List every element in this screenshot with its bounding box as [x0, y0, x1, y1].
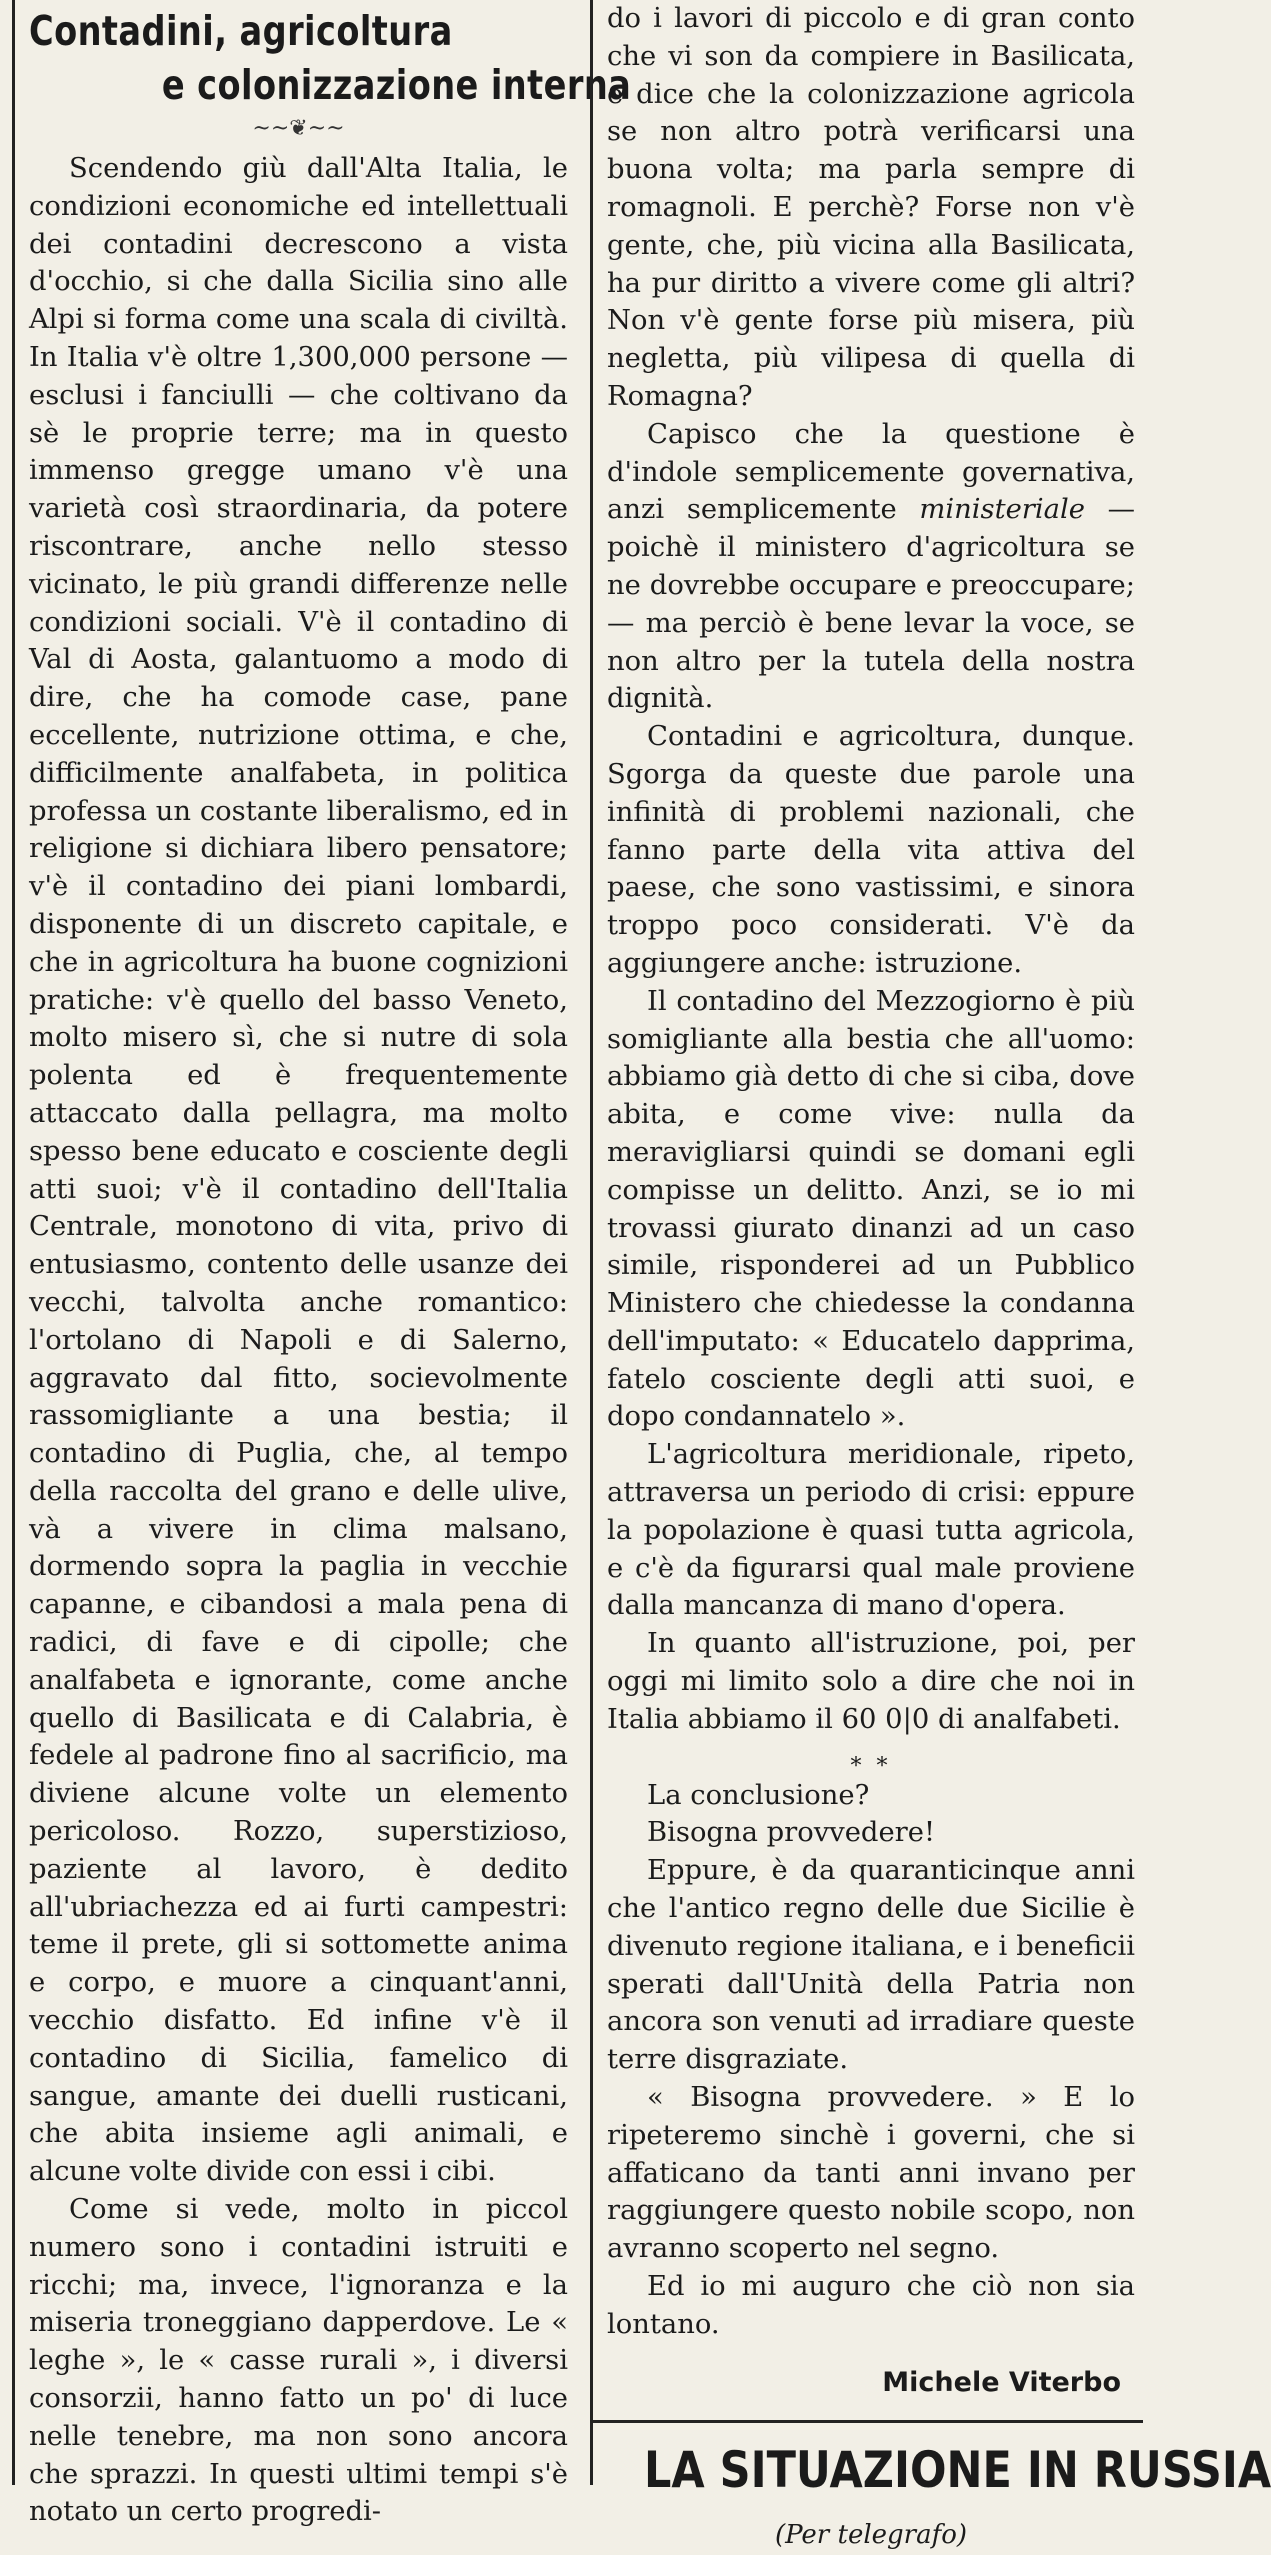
- emphasis-ministeriale: ministeriale: [919, 494, 1085, 526]
- text-after: — poichè il ministero d'agricoltura se ne dovrebbe occupare e preoccupare; — ma perciò è bene levar la voce, se non altro per la tutela della nostra dignità.: [607, 494, 1135, 715]
- right-column: [590, 0, 1271, 2550]
- section-stars: * *: [850, 1753, 892, 1779]
- paragraph-auguro: Ed io mi auguro che ciò non sia lontano.: [607, 2271, 1135, 2340]
- author-signature: Michele Viterbo: [882, 2366, 1121, 2398]
- headline-ornament: ~~❦~~: [252, 116, 345, 141]
- next-article-subtitle: (Per telegrafo): [774, 2519, 968, 2550]
- paragraph-2: Come si vede, molto in piccol numero sono i contadini istruiti e ricchi; ma, invece, l'ignoranza e la miseria troneggiano dapperdove. Le « leghe », le « casse rurali », i diversi consorzii, hanno fatto un po' di luce nelle tenebre, ma non sono ancora che sprazzi. In questi ultimi tempi s'è notato un certo progredi-: [29, 2194, 568, 2528]
- next-article-headline: LA SITUAZIONE IN RUSSIA: [643, 2440, 1271, 2499]
- paragraph-mezzogiorno: Il contadino del Mezzogiorno è più somigliante alla bestia che all'uomo: abbiamo già detto di che si ciba, dove abita, e come vive: nulla da meravigliarsi quindi se domani egli compisse un delitto. Anzi, se io mi trovassi giurato dinanzi ad un caso simile, risponderei ad un Pubblico Ministero che chiedesse la condanna dell'imputato: « Educatelo dapprima, fatelo cosciente degli atti suoi, e dopo condannatelo ».: [607, 985, 1135, 1433]
- paragraph-ministeriale: [607, 416, 1135, 718]
- paragraph-ripeteremo: « Bisogna provvedere. » E lo ripeteremo sinchè i governi, che si affaticano da tanti anni invano per raggiungere questo nobile scopo, non avranno scoperto nel segno.: [607, 2082, 1135, 2265]
- article-divider: [593, 2420, 1143, 2423]
- paragraph-contadini-agricoltura: Contadini e agricoltura, dunque. Sgorga da queste due parole una infinità di problemi nazionali, che fanno parte della vita attiva del paese, che sono vastissimi, e sinora troppo poco considerati. V'è da aggiungere anche: istruzione.: [607, 721, 1135, 979]
- article-headline: [29, 4, 632, 112]
- headline-line-2: e colonizzazione interna: [161, 61, 632, 109]
- paragraph-istruzione: In quanto all'istruzione, poi, per oggi mi limito solo a dire che noi in Italia abbiamo il 60 0|0 di analfabeti.: [607, 1628, 1135, 1735]
- paragraph-conclusione: La conclusione?: [647, 1779, 870, 1811]
- left-column: [12, 0, 632, 2528]
- headline-line-1: Contadini, agricoltura: [29, 7, 453, 55]
- paragraph-continued: do i lavori di piccolo e di gran conto che vi son da compiere in Basilicata, e dice che la colonizzazione agricola se non altro potrà verificarsi una buona volta; ma parla sempre di romagnoli. E perchè? Forse non v'è gente, che, più vicina alla Basilicata, ha pur diritto a vivere come gli altri? Non v'è gente forse più misera, più negletta, più vilipesa di quella di Romagna?: [607, 3, 1135, 412]
- paragraph-1: Scendendo giù dall'Alta Italia, le condizioni economiche ed intellettuali dei contadini decrescono a vista d'occhio, si che dalla Sicilia sino alle Alpi si forma come una scala di civiltà. In Italia v'è oltre 1,300,000 persone — esclusi i fanciulli — che coltivano da sè le proprie terre; ma in questo immenso gregge umano v'è una varietà così straordinaria, da potere riscontrare, anche nello stesso vicinato, le più grandi differenze nelle condizioni sociali. V'è il contadino di Val di Aosta, galantuomo a modo di dire, che ha comode case, pane eccellente, nutrizione ottima, e che, difficilmente analfabeta, in politica professa un costante liberalismo, ed in religione si dichiara libero pensatore; v'è il contadino dei piani lombardi, disponente di un discreto capitale, e che in agricoltura ha buone cognizioni pratiche: v'è quello del basso Veneto, molto misero sì, che si nutre di sola polenta ed è frequentemente attaccato dalla pellagra, ma molto spesso bene educato e cosciente degli atti suoi; v'è il contadino dell'Italia Centrale, monotono di vita, privo di entusiasmo, contento delle usanze dei vecchi, talvolta anche romantico: l'ortolano di Napoli e di Salerno, aggravato dal fitto, socievolmente rassomigliante a una bestia; il contadino di Puglia, che, al tempo della raccolta del grano e delle ulive, và a vivere in clima malsano, dormendo sopra la paglia in vecchie capanne, e cibandosi a mala pena di radici, di fave e di cipolle; che analfabeta e ignorante, come anche quello di Basilicata e di Calabria, è fedele al padrone fino al sacrificio, ma diviene alcune volte un elemento pericoloso. Rozzo, superstizioso, paziente al lavoro, è dedito all'ubriachezza ed ai furti campestri: teme il prete, gli si sottomette anima e corpo, e muore a cinquant'anni, vecchio disfatto. Ed infine v'è il contadino di Sicilia, famelico di sangue, amante dei duelli rusticani, che abita insieme agli animali, e alcune volte divide con essi i cibi.: [29, 153, 568, 2188]
- text-before: Capisco che la questione è d'indole semplicemente governativa, anzi semplicemente: [607, 418, 1135, 526]
- paragraph-eppure: Eppure, è da quaranticinque anni che l'antico regno delle due Sicilie è divenuto regione italiana, e i beneficii sperati dall'Unità della Patria non ancora son venuti ad irradiare queste terre disgraziate.: [607, 1855, 1135, 2076]
- paragraph-bisogna: Bisogna provvedere!: [647, 1817, 935, 1849]
- paragraph-agricoltura-meridionale: L'agricoltura meridionale, ripeto, attraversa un periodo di crisi: eppure la popolazione è quasi tutta agricola, e c'è da figurarsi qual male proviene dalla mancanza di mano d'opera.: [607, 1439, 1135, 1622]
